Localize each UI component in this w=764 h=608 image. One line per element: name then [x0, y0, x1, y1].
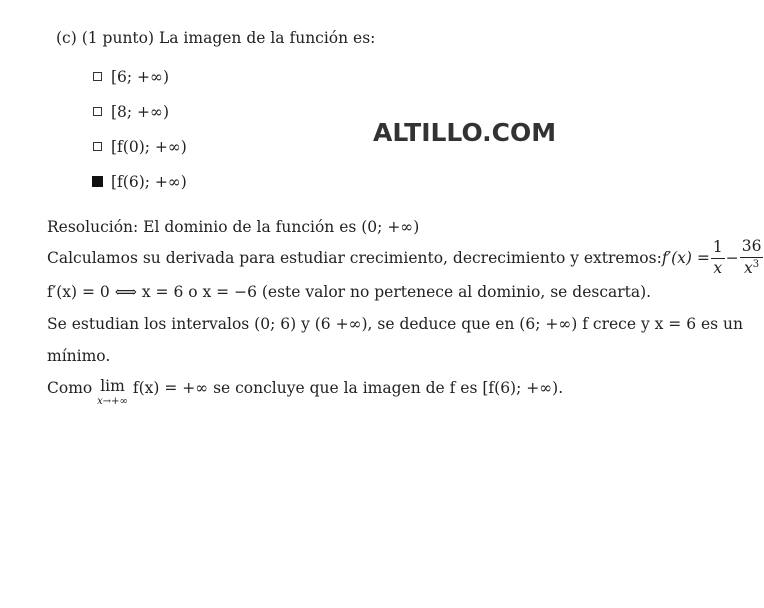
conclusion-suffix: f(x) = +∞ se concluye que la imagen de f es [f(6); +∞). — [132, 379, 564, 397]
resolution-line-4: Se estudian los intervalos (0; 6) y (6 +∞), se deduce que en (6; +∞) f crece y x = 6 es un — [47, 315, 744, 333]
derivative-intro: Calculamos su derivada para estudiar crecimiento, decrecimiento y extremos: — [47, 249, 662, 267]
fraction-2-numerator: 36 — [740, 239, 764, 258]
limit-operator: lim — [100, 377, 125, 395]
checkbox-unchecked-icon[interactable] — [93, 107, 102, 116]
checkbox-unchecked-icon[interactable] — [93, 72, 102, 81]
resolution-line-6 — [47, 379, 563, 407]
resolution-line-1: Resolución: El dominio de la función es (0; +∞) — [47, 218, 420, 236]
fraction-2-base: x — [744, 259, 753, 278]
resolution-line-3: f′(x) = 0 ⟺ x = 6 o x = −6 (este valor no pertenece al dominio, se descarta). — [47, 283, 652, 301]
fraction-2-exponent: 3 — [752, 258, 760, 270]
watermark-logo: ALTILLO.COM — [373, 118, 557, 147]
checkbox-checked-icon[interactable] — [92, 176, 103, 187]
fraction-1 — [711, 240, 725, 276]
limit-expression — [97, 379, 128, 407]
option-label: [8; +∞) — [111, 103, 170, 121]
fraction-1-numerator: 1 — [711, 240, 725, 259]
question-header: (c) (1 punto) La imagen de la función es: — [56, 29, 376, 47]
option-label: [f(0); +∞) — [111, 138, 187, 156]
option-label: [6; +∞) — [111, 68, 170, 86]
resolution-line-5: mínimo. — [47, 347, 111, 365]
fraction-2 — [740, 239, 764, 276]
resolution-line-2 — [47, 237, 764, 278]
fraction-1-denominator: x — [713, 258, 723, 277]
fraction-2-denominator — [740, 258, 764, 277]
derivative-lhs: f′(x) = — [661, 249, 710, 267]
option-label: [f(6); +∞) — [111, 173, 187, 191]
checkbox-unchecked-icon[interactable] — [93, 142, 102, 151]
minus-sign: − — [725, 249, 739, 267]
conclusion-prefix: Como — [47, 379, 98, 397]
limit-subscript: x→+∞ — [97, 395, 128, 407]
